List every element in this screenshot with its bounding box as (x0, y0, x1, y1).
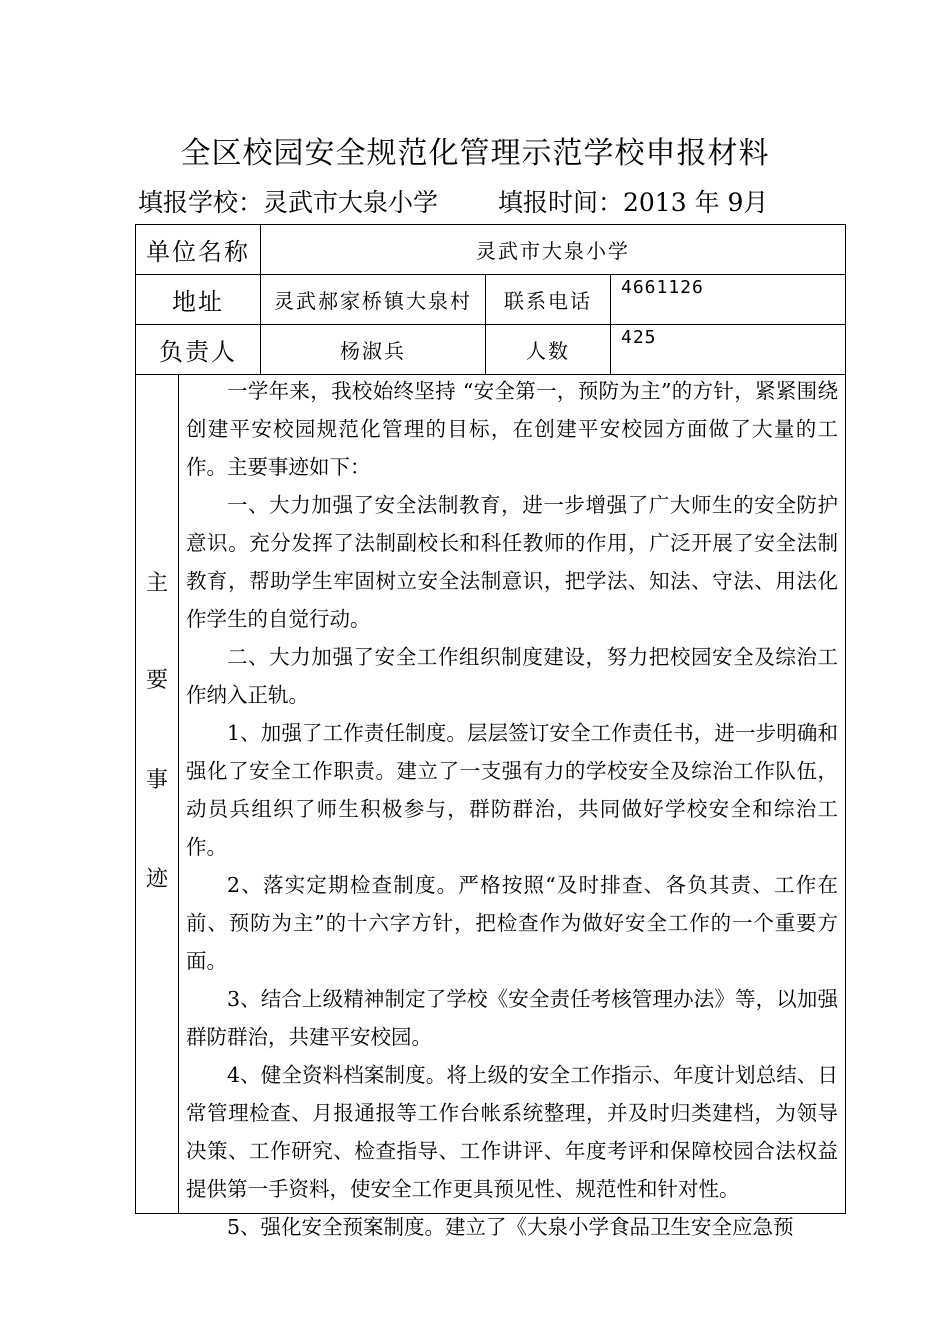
paragraph: 3、结合上级精神制定了学校《安全责任考核管理办法》等，以加强群防群治，共建平安校园。 (186, 987, 838, 1049)
unit-name-label: 单位名称 (146, 238, 250, 266)
count-label: 人数 (526, 339, 570, 363)
count-value: 425 (621, 327, 657, 348)
address-label: 地址 (172, 288, 224, 316)
phone-label: 联系电话 (504, 289, 592, 313)
paragraph: 1、加强了工作责任制度。层层签订安全工作责任书，进一步明确和强化了安全工作职责。建立了一支强有力的学校安全及综治工作队伍，动员兵组织了师生积极参与，群防群治，共同做好学校安全和综治工作。 (186, 721, 838, 859)
side-label-char: 要 (145, 668, 168, 693)
document-title: 全区校园安全规范化管理示范学校申报材料 (180, 136, 770, 171)
side-label-char: 事 (145, 768, 168, 793)
column-divider (610, 274, 611, 374)
paragraph: 2、落实定期检查制度。严格按照“及时排查、各负其责、工作在前、预防为主”的十六字方针，把检查作为做好安全工作的一个重要方面。 (186, 873, 838, 973)
paragraph: 一学年来，我校始终坚持 “安全第一，预防为主”的方针，紧紧围绕创建平安校园规范化管理的目标，在创建平安校园方面做了大量的工作。主要事迹如下： (186, 379, 838, 479)
leader-label: 负责人 (159, 338, 237, 366)
paragraph: 5、强化安全预案制度。建立了《大泉小学食品卫生安全应急预 (227, 1215, 794, 1239)
paragraph: 一、大力加强了安全法制教育，进一步增强了广大师生的安全防护意识。充分发挥了法制副校长和科任教师的作用，广泛开展了安全法制教育，帮助学生牢固树立安全法制意识，把学法、知法、守法、用法化作学生的自觉行动。 (186, 493, 838, 631)
side-label-char: 主 (145, 571, 168, 596)
address-value: 灵武郝家桥镇大泉村 (274, 289, 472, 313)
column-divider (178, 374, 179, 1214)
school-field: 填报学校：灵武市大泉小学 (138, 188, 439, 217)
date-field: 填报时间：2013 年 9月 (498, 188, 769, 217)
paragraph: 二、大力加强了安全工作组织制度建设，努力把校园安全及综治工作纳入正轨。 (186, 645, 838, 707)
paragraph: 4、健全资料档案制度。将上级的安全工作指示、年度计划总结、日常管理检查、月报通报等工作台帐系统整理，并及时归类建档，为领导决策、工作研究、检查指导、工作讲评、年度考评和保障校园合法权益提供第一手资料，使安全工作更具预见性、规范性和针对性。 (186, 1063, 838, 1201)
leader-value: 杨淑兵 (340, 339, 406, 363)
phone-value: 4661126 (621, 277, 704, 298)
unit-name-value: 灵武市大泉小学 (476, 239, 630, 263)
main-deeds-text (186, 372, 838, 1246)
side-label-char: 迹 (145, 867, 168, 892)
